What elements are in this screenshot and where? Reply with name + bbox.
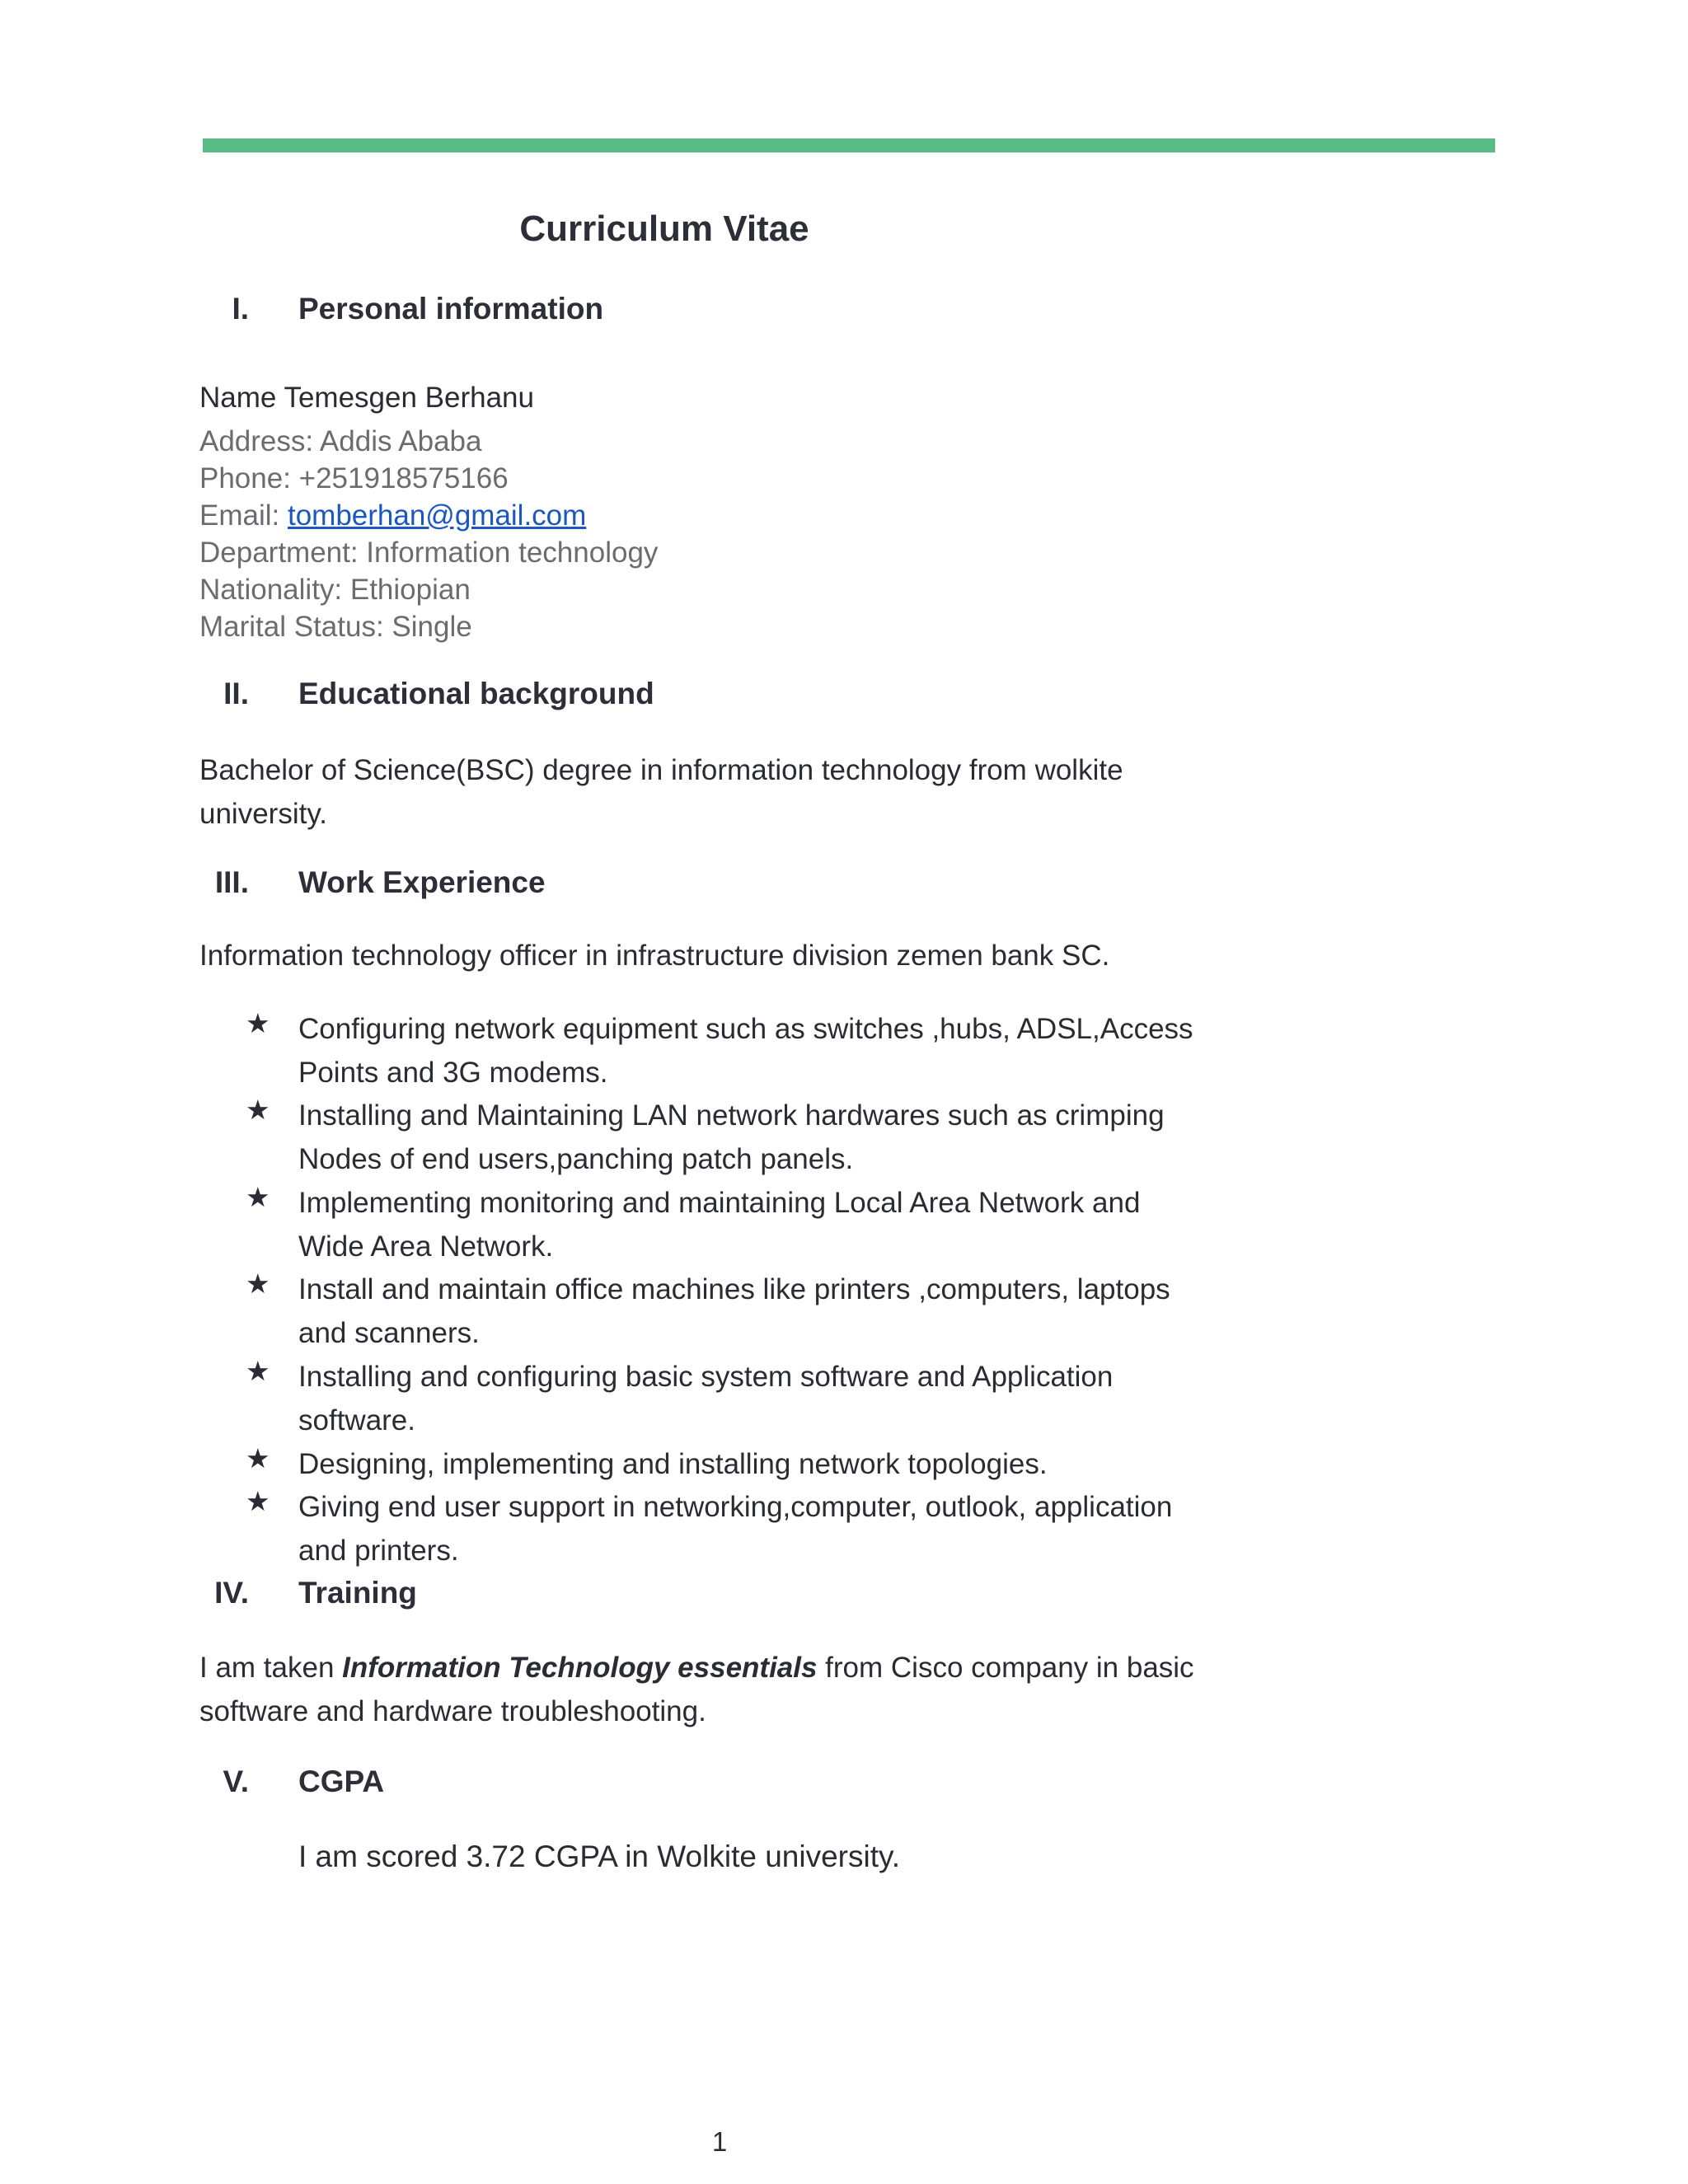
star-bullet-icon: ★ [246,1486,270,1516]
training-suffix: from Cisco company in basic [817,1652,1194,1684]
education-paragraph [199,748,1254,836]
section-title: Personal information [298,292,604,326]
list-item-line: Designing, implementing and installing network topologies. [298,1448,1048,1480]
section-numeral: II. [223,677,249,710]
top-accent-bar [203,138,1495,152]
email-label: Email: [199,499,288,532]
email-line [199,499,586,532]
list-item-line: and printers. [298,1535,459,1567]
section-title: CGPA [298,1765,385,1798]
list-item-line: Installing and configuring basic system software and Application [298,1361,1114,1393]
star-bullet-icon: ★ [246,1356,270,1386]
section-title: Educational background [298,677,654,710]
list-item-line: Installing and Maintaining LAN network hardwares such as crimping [298,1099,1165,1132]
list-item-line: software. [298,1404,415,1436]
training-line-2: software and hardware troubleshooting. [199,1695,706,1727]
star-bullet-icon: ★ [246,1008,270,1038]
star-bullet-icon: ★ [246,1443,270,1474]
nationality-line: Nationality: Ethiopian [199,574,471,606]
training-line-1 [199,1646,1254,1690]
list-item-line: Configuring network equipment such as switches ,hubs, ADSL,Access [298,1013,1193,1045]
education-line-1: Bachelor of Science(BSC) degree in information technology from wolkite [199,754,1123,786]
section-title: Training [298,1576,417,1610]
section-numeral: IV. [214,1576,249,1610]
education-line-2: university. [199,798,327,830]
department-line: Department: Information technology [199,537,659,569]
section-numeral: III. [214,865,249,899]
experience-intro: Information technology officer in infrastructure division zemen bank SC. [199,940,1110,972]
training-prefix: I am taken [199,1652,343,1684]
list-item-line: Giving end user support in networking,computer, outlook, application [298,1491,1173,1523]
name-line: Name Temesgen Berhanu [199,382,534,414]
section-title: Work Experience [298,865,546,899]
star-bullet-icon: ★ [246,1094,270,1125]
section-numeral: I. [232,292,249,326]
email-link[interactable]: tomberhan@gmail.com [287,499,587,532]
list-item-line: Install and maintain office machines like printers ,computers, laptops [298,1273,1170,1305]
list-item-line: Implementing monitoring and maintaining Local Area Network and [298,1187,1141,1219]
address-line: Address: Addis Ababa [199,425,482,457]
list-item-line: Points and 3G modems. [298,1057,608,1089]
list-item-line: Nodes of end users,panching patch panels. [298,1143,854,1175]
star-bullet-icon: ★ [246,1268,270,1299]
phone-line: Phone: +251918575166 [199,462,509,494]
training-course-name: Information Technology essentials [342,1652,818,1684]
page-number: 1 [711,2126,728,2157]
star-bullet-icon: ★ [246,1182,270,1212]
list-item-line: and scanners. [298,1317,480,1349]
document-title: Curriculum Vitae [519,209,809,249]
section-numeral: V. [223,1765,249,1798]
cgpa-statement: I am scored 3.72 CGPA in Wolkite university. [298,1840,901,1873]
list-item-line: Wide Area Network. [298,1230,554,1263]
training-paragraph [199,1646,1254,1733]
marital-status-line: Marital Status: Single [199,611,472,643]
